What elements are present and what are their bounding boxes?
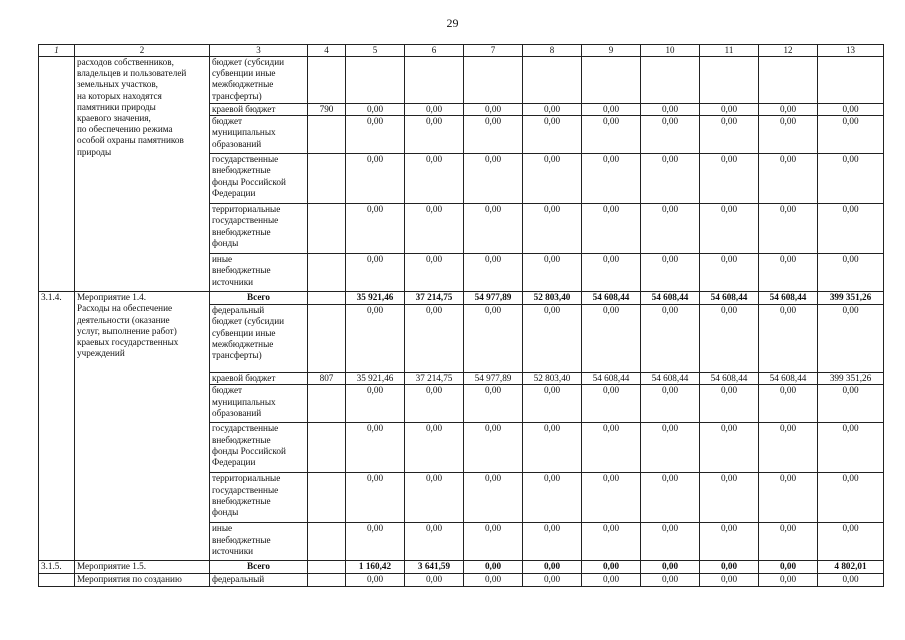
amount-cell: 0,00 xyxy=(523,385,582,423)
budget-code-cell xyxy=(308,292,346,305)
amount-cell: 0,00 xyxy=(405,473,464,523)
amount-cell: 0,00 xyxy=(464,204,523,254)
amount-cell: 0,00 xyxy=(700,523,759,561)
amount-cell: 0,00 xyxy=(523,423,582,473)
amount-cell: 0,00 xyxy=(405,154,464,204)
amount-cell: 0,00 xyxy=(405,204,464,254)
amount-cell: 54 977,89 xyxy=(464,373,523,385)
amount-cell: 0,00 xyxy=(464,473,523,523)
amount-cell: 54 608,44 xyxy=(582,373,641,385)
amount-cell: 0,00 xyxy=(759,561,818,574)
page-number: 29 xyxy=(446,16,459,30)
column-number-header: 8 xyxy=(523,45,582,57)
amount-cell: 0,00 xyxy=(582,473,641,523)
budget-code-cell: 790 xyxy=(308,104,346,116)
amount-cell: 0,00 xyxy=(464,423,523,473)
amount-cell: 0,00 xyxy=(641,423,700,473)
budget-code-cell xyxy=(308,116,346,154)
amount-cell: 0,00 xyxy=(641,116,700,154)
budget-code-cell xyxy=(308,204,346,254)
column-number-header: 5 xyxy=(346,45,405,57)
amount-cell: 0,00 xyxy=(523,116,582,154)
funding-source-cell: иные внебюджетные источники xyxy=(210,523,308,561)
amount-cell: 0,00 xyxy=(759,385,818,423)
measure-number-cell: 3.1.5. xyxy=(39,561,75,574)
budget-code-cell xyxy=(308,423,346,473)
table-body xyxy=(39,45,884,587)
amount-cell: 0,00 xyxy=(641,154,700,204)
amount-cell: 0,00 xyxy=(523,305,582,373)
amount-cell: 0,00 xyxy=(464,523,523,561)
amount-cell: 0,00 xyxy=(700,116,759,154)
measure-name-cell: расходов собственников, владельцев и пользователей земельных участков, на которых находятся памятники природы краевого значения, по обеспечению режима особой охраны памятников природы xyxy=(75,57,210,292)
funding-source-cell: иные внебюджетные источники xyxy=(210,254,308,292)
amount-cell: 0,00 xyxy=(523,204,582,254)
amount-cell: 0,00 xyxy=(700,254,759,292)
amount-cell: 0,00 xyxy=(582,574,641,586)
amount-cell: 0,00 xyxy=(582,523,641,561)
budget-code-cell xyxy=(308,574,346,586)
amount-cell: 52 803,40 xyxy=(523,373,582,385)
amount-cell: 54 977,89 xyxy=(464,292,523,305)
amount-cell: 0,00 xyxy=(346,473,405,523)
amount-cell: 0,00 xyxy=(346,204,405,254)
measure-name-cell: Мероприятия по созданию xyxy=(75,574,210,586)
measure-number-cell xyxy=(39,57,75,292)
column-number-header: 4 xyxy=(308,45,346,57)
amount-cell: 0,00 xyxy=(641,104,700,116)
amount-cell: 0,00 xyxy=(818,204,884,254)
amount-cell: 0,00 xyxy=(523,154,582,204)
amount-cell: 54 608,44 xyxy=(700,292,759,305)
amount-cell: 0,00 xyxy=(346,305,405,373)
column-number-header: 2 xyxy=(75,45,210,57)
column-number-header: 11 xyxy=(700,45,759,57)
amount-cell: 0,00 xyxy=(818,574,884,586)
amount-cell: 35 921,46 xyxy=(346,292,405,305)
budget-code-cell xyxy=(308,473,346,523)
amount-cell: 1 160,42 xyxy=(346,561,405,574)
measure-number-cell: 3.1.4. xyxy=(39,292,75,561)
amount-cell: 0,00 xyxy=(641,254,700,292)
amount-cell: 0,00 xyxy=(346,254,405,292)
amount-cell: 399 351,26 xyxy=(818,292,884,305)
amount-cell: 0,00 xyxy=(700,473,759,523)
amount-cell: 0,00 xyxy=(346,154,405,204)
amount-cell xyxy=(405,57,464,104)
amount-cell: 0,00 xyxy=(641,305,700,373)
amount-cell: 0,00 xyxy=(818,423,884,473)
budget-code-cell xyxy=(308,154,346,204)
amount-cell: 0,00 xyxy=(523,254,582,292)
funding-source-cell: бюджет муниципальных образований xyxy=(210,116,308,154)
budget-code-cell xyxy=(308,305,346,373)
budget-code-cell: 807 xyxy=(308,373,346,385)
amount-cell xyxy=(582,57,641,104)
amount-cell: 0,00 xyxy=(523,574,582,586)
table-row xyxy=(39,574,884,586)
amount-cell: 0,00 xyxy=(700,561,759,574)
amount-cell: 0,00 xyxy=(523,523,582,561)
amount-cell: 0,00 xyxy=(405,305,464,373)
amount-cell: 0,00 xyxy=(759,574,818,586)
amount-cell: 0,00 xyxy=(582,385,641,423)
funding-source-cell: территориальные государственные внебюджетные фонды xyxy=(210,204,308,254)
amount-cell: 4 802,01 xyxy=(818,561,884,574)
amount-cell: 0,00 xyxy=(346,574,405,586)
amount-cell xyxy=(759,57,818,104)
measure-name-cell: Мероприятие 1.5. xyxy=(75,561,210,574)
amount-cell: 0,00 xyxy=(818,523,884,561)
amount-cell: 0,00 xyxy=(759,204,818,254)
amount-cell xyxy=(818,57,884,104)
funding-source-cell: краевой бюджет xyxy=(210,373,308,385)
funding-source-cell: федеральный xyxy=(210,574,308,586)
amount-cell: 0,00 xyxy=(759,523,818,561)
amount-cell: 0,00 xyxy=(405,116,464,154)
amount-cell: 0,00 xyxy=(818,104,884,116)
amount-cell: 0,00 xyxy=(700,154,759,204)
amount-cell: 54 608,44 xyxy=(641,292,700,305)
budget-code-cell xyxy=(308,254,346,292)
amount-cell: 0,00 xyxy=(641,385,700,423)
funding-source-cell: бюджет (субсидии субвенции иные межбюджетные трансферты) xyxy=(210,57,308,104)
amount-cell: 0,00 xyxy=(523,473,582,523)
amount-cell: 0,00 xyxy=(700,305,759,373)
amount-cell: 0,00 xyxy=(405,523,464,561)
amount-cell: 0,00 xyxy=(641,561,700,574)
column-number-header: 12 xyxy=(759,45,818,57)
amount-cell: 3 641,59 xyxy=(405,561,464,574)
amount-cell: 0,00 xyxy=(582,561,641,574)
column-number-header: 13 xyxy=(818,45,884,57)
amount-cell: 0,00 xyxy=(818,116,884,154)
amount-cell: 0,00 xyxy=(582,204,641,254)
amount-cell xyxy=(641,57,700,104)
amount-cell: 35 921,46 xyxy=(346,373,405,385)
amount-cell: 52 803,40 xyxy=(523,292,582,305)
funding-source-cell: федеральный бюджет (субсидии субвенции иные межбюджетные трансферты) xyxy=(210,305,308,373)
amount-cell: 0,00 xyxy=(700,385,759,423)
amount-cell: 0,00 xyxy=(464,154,523,204)
amount-cell: 0,00 xyxy=(464,305,523,373)
funding-source-cell: государственные внебюджетные фонды Российской Федерации xyxy=(210,423,308,473)
measure-number-cell xyxy=(39,574,75,586)
amount-cell: 0,00 xyxy=(405,104,464,116)
amount-cell: 0,00 xyxy=(759,104,818,116)
amount-cell: 0,00 xyxy=(818,254,884,292)
amount-cell: 0,00 xyxy=(641,574,700,586)
amount-cell: 0,00 xyxy=(582,423,641,473)
amount-cell: 0,00 xyxy=(700,423,759,473)
amount-cell: 54 608,44 xyxy=(759,292,818,305)
amount-cell: 0,00 xyxy=(582,116,641,154)
column-number-header: 1 xyxy=(39,45,75,57)
amount-cell: 0,00 xyxy=(641,523,700,561)
amount-cell xyxy=(464,57,523,104)
amount-cell: 0,00 xyxy=(464,104,523,116)
column-number-header: 6 xyxy=(405,45,464,57)
amount-cell: 0,00 xyxy=(818,154,884,204)
column-number-header: 10 xyxy=(641,45,700,57)
amount-cell: 0,00 xyxy=(700,204,759,254)
column-number-header: 3 xyxy=(210,45,308,57)
amount-cell: 0,00 xyxy=(759,473,818,523)
amount-cell xyxy=(346,57,405,104)
amount-cell: 0,00 xyxy=(582,305,641,373)
budget-table xyxy=(38,44,884,587)
amount-cell: 0,00 xyxy=(464,574,523,586)
funding-source-cell: территориальные государственные внебюджетные фонды xyxy=(210,473,308,523)
column-number-header: 7 xyxy=(464,45,523,57)
amount-cell: 0,00 xyxy=(346,423,405,473)
amount-cell: 0,00 xyxy=(523,104,582,116)
amount-cell: 0,00 xyxy=(759,305,818,373)
amount-cell xyxy=(700,57,759,104)
amount-cell: 54 608,44 xyxy=(582,292,641,305)
amount-cell: 0,00 xyxy=(759,154,818,204)
budget-code-cell xyxy=(308,561,346,574)
amount-cell: 0,00 xyxy=(405,574,464,586)
budget-code-cell xyxy=(308,57,346,104)
amount-cell: 54 608,44 xyxy=(641,373,700,385)
amount-cell: 399 351,26 xyxy=(818,373,884,385)
amount-cell: 0,00 xyxy=(700,104,759,116)
column-number-header: 9 xyxy=(582,45,641,57)
amount-cell: 0,00 xyxy=(346,385,405,423)
amount-cell: 0,00 xyxy=(582,254,641,292)
amount-cell: 0,00 xyxy=(759,423,818,473)
amount-cell: 37 214,75 xyxy=(405,373,464,385)
table-header-row xyxy=(39,45,884,57)
amount-cell: 54 608,44 xyxy=(700,373,759,385)
table-row xyxy=(39,292,884,305)
amount-cell: 54 608,44 xyxy=(759,373,818,385)
amount-cell: 0,00 xyxy=(641,473,700,523)
amount-cell: 0,00 xyxy=(405,254,464,292)
funding-source-cell: Всего xyxy=(210,561,308,574)
amount-cell: 37 214,75 xyxy=(405,292,464,305)
funding-source-cell: бюджет муниципальных образований xyxy=(210,385,308,423)
amount-cell: 0,00 xyxy=(582,104,641,116)
amount-cell: 0,00 xyxy=(582,154,641,204)
funding-source-cell: государственные внебюджетные фонды Российской Федерации xyxy=(210,154,308,204)
amount-cell: 0,00 xyxy=(405,423,464,473)
amount-cell: 0,00 xyxy=(759,254,818,292)
amount-cell: 0,00 xyxy=(346,116,405,154)
amount-cell: 0,00 xyxy=(405,385,464,423)
funding-source-cell: краевой бюджет xyxy=(210,104,308,116)
amount-cell: 0,00 xyxy=(346,523,405,561)
amount-cell: 0,00 xyxy=(700,574,759,586)
table-row xyxy=(39,561,884,574)
amount-cell: 0,00 xyxy=(464,385,523,423)
amount-cell: 0,00 xyxy=(523,561,582,574)
amount-cell: 0,00 xyxy=(464,254,523,292)
table-row xyxy=(39,57,884,104)
amount-cell: 0,00 xyxy=(818,305,884,373)
amount-cell: 0,00 xyxy=(346,104,405,116)
measure-name-cell: Мероприятие 1.4. Расходы на обеспечение деятельности (оказание услуг, выполнение работ) краевых государственных учреждений xyxy=(75,292,210,561)
amount-cell: 0,00 xyxy=(759,116,818,154)
amount-cell: 0,00 xyxy=(818,385,884,423)
funding-source-cell: Всего xyxy=(210,292,308,305)
amount-cell: 0,00 xyxy=(641,204,700,254)
amount-cell xyxy=(523,57,582,104)
amount-cell: 0,00 xyxy=(464,561,523,574)
amount-cell: 0,00 xyxy=(464,116,523,154)
amount-cell: 0,00 xyxy=(818,473,884,523)
budget-code-cell xyxy=(308,523,346,561)
budget-code-cell xyxy=(308,385,346,423)
